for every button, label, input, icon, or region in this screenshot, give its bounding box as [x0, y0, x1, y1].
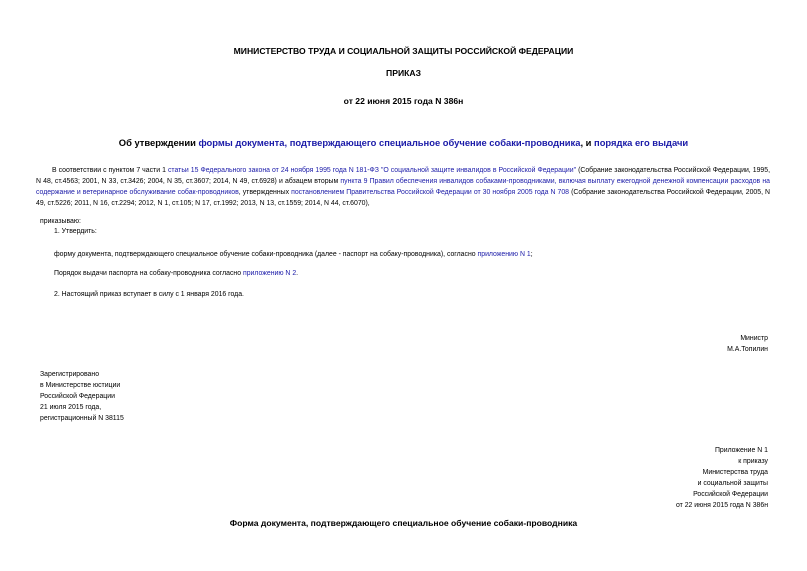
title-text-1: Об утверждении [118, 137, 199, 148]
title-link-procedure[interactable]: порядка его выдачи [594, 137, 689, 148]
registration-line-1: Зарегистрировано [40, 371, 100, 378]
item-1: 1. Утвердить: [54, 228, 97, 235]
item-1-form-text: форму документа, подтверждающего специальное обучение собаки-проводника (далее - паспорт на собаку-проводника), согласно [54, 251, 478, 258]
appendix-line-6: от 22 июня 2015 года N 386н [675, 502, 768, 509]
registration-line-5: регистрационный N 38115 [40, 415, 124, 422]
item-1-form [54, 251, 533, 258]
preamble-link-resolution[interactable]: постановлением Правительства Российской Федерации от 30 ноября 2005 года N 708 [291, 189, 570, 196]
preamble-text-4: (Собрание законодательства Российской Федерации, 2005, N 49, ст.5226; 2011, N 16, ст.2294; 2012, N 1, ст.105; N 17, ст.1992; 2013, N 13, ст.1559; 2014, N 44, ст.6070), [36, 189, 770, 207]
item-1-procedure-end: . [296, 270, 299, 277]
preamble-text-1: В соответствии с пунктом 7 части 1 [52, 167, 168, 174]
item-1-procedure [54, 270, 298, 277]
item-1-procedure-text: Порядок выдачи паспорта на собаку-проводника согласно [54, 270, 243, 277]
title-link-form[interactable]: формы документа, подтверждающего специальное обучение собаки-проводника [198, 137, 581, 148]
preamble-link-law[interactable]: статьи 15 Федерального закона от 24 ноября 1995 года N 181-ФЗ "О социальной защите инвалидов в Российской Федерации" [167, 167, 577, 174]
document-type: ПРИКАЗ [386, 68, 421, 78]
item-1-form-end: ; [530, 251, 533, 258]
document-date: от 22 июня 2015 года N 386н [343, 96, 464, 106]
signature-name: М.А.Топилин [727, 346, 768, 353]
preamble-link-rules[interactable]: пункта 9 Правил обеспечения инвалидов собаками-проводниками, включая выплату ежегодной денежной компенсации расходов на содержание и ветеринарное обслуживание собак-проводников [36, 178, 771, 196]
appendix-line-3: Министерства труда [702, 469, 768, 476]
appendix-line-4: и социальной защиты [697, 480, 768, 487]
ministry-heading: МИНИСТЕРСТВО ТРУДА И СОЦИАЛЬНОЙ ЗАЩИТЫ РОССИЙСКОЙ ФЕДЕРАЦИИ [233, 46, 574, 56]
form-title: Форма документа, подтверждающего специальное обучение собаки-проводника [229, 518, 578, 528]
registration-block [40, 369, 124, 424]
order-word: приказываю: [40, 218, 81, 225]
appendix-line-1: Приложение N 1 [714, 447, 768, 454]
appendix-line-2: к приказу [738, 458, 768, 465]
registration-line-4: 21 июля 2015 года, [40, 404, 102, 411]
signature-block [727, 333, 768, 355]
title-text-2: , и [580, 137, 595, 148]
appendix-2-link[interactable]: приложению N 2 [242, 270, 297, 277]
registration-line-3: Российской Федерации [40, 393, 115, 400]
document-title [0, 137, 807, 148]
preamble-text-3: , утвержденных [238, 189, 292, 196]
registration-line-2: в Министерстве юстиции [40, 382, 121, 389]
appendix-1-link[interactable]: приложению N 1 [477, 251, 531, 258]
item-2: 2. Настоящий приказ вступает в силу с 1 января 2016 года. [54, 291, 244, 298]
signature-role: Министр [740, 335, 768, 342]
appendix-line-5: Российской Федерации [693, 491, 768, 498]
preamble-text-2: (Собрание законодательства Российской Федерации, 1995, N 48, ст.4563; 2001, N 33, ст.3426; 2004, N 35, ст.3607; 2014, N 49, ст.6928) и абзацем вторым [36, 167, 770, 185]
appendix-header [676, 445, 768, 511]
preamble-paragraph [36, 165, 770, 209]
